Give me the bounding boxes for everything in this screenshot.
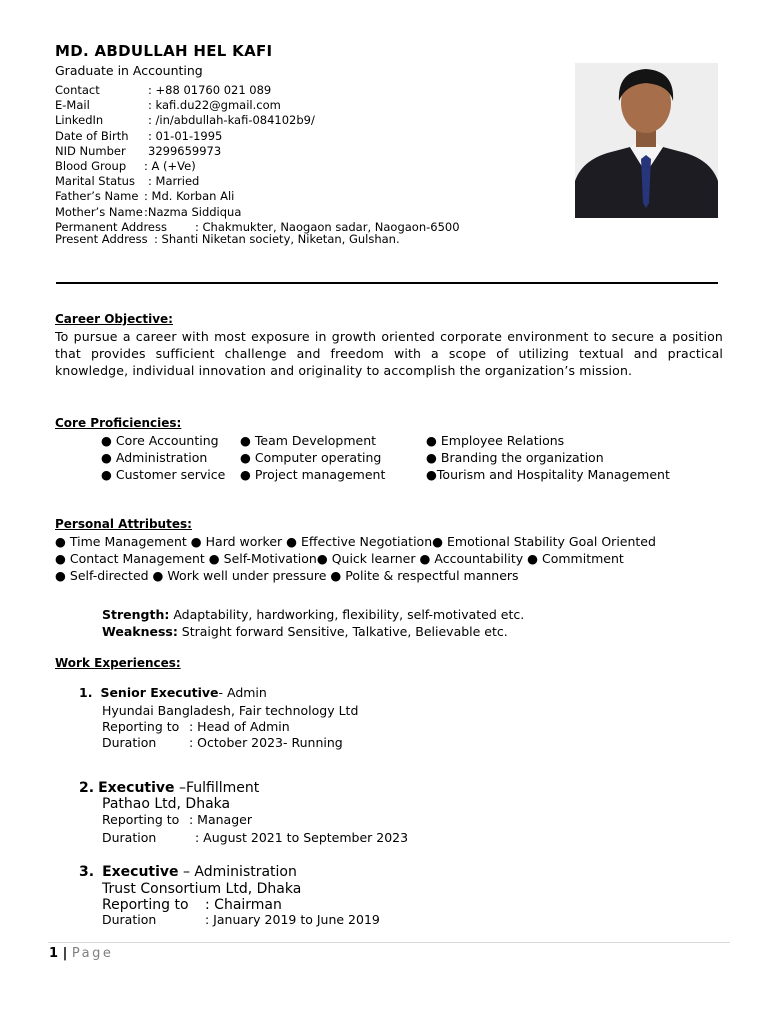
list-item: ● Time Management ● Hard worker ● Effective Negotiation● Emotional Stability Goal Oriented — [55, 534, 656, 549]
info-value: : 01-01-1995 — [148, 128, 223, 143]
job-title: Senior Executive — [100, 685, 219, 700]
strength-text: Adaptability, hardworking, flexibility, self-motivated etc. — [169, 607, 525, 622]
info-label: NID Number — [55, 143, 126, 158]
info-label: Marital Status — [55, 174, 135, 189]
reporting-label: Reporting to — [102, 897, 189, 913]
info-value: : +88 01760 021 089 — [148, 83, 272, 97]
info-label: Present Address — [55, 231, 148, 246]
job-1-title — [79, 685, 267, 700]
job-2-title — [79, 780, 259, 796]
weakness-line — [102, 623, 524, 640]
reporting-label: Reporting to — [102, 812, 180, 827]
candidate-subtitle: Graduate in Accounting — [55, 63, 203, 78]
list-item: ● Computer operating — [240, 450, 382, 465]
candidate-name: MD. ABDULLAH HEL KAFI — [55, 42, 273, 60]
info-row-father — [55, 189, 235, 204]
info-label: Mother’s Name — [55, 204, 143, 219]
info-value: :Nazma Siddiqua — [144, 204, 242, 219]
reporting-value: : Manager — [189, 812, 252, 827]
footer-divider — [48, 942, 730, 943]
info-value: : Married — [148, 174, 200, 189]
profile-photo-illustration — [575, 63, 718, 218]
job-number: 3. — [79, 864, 95, 880]
info-label: E-Mail — [55, 98, 90, 113]
page-label: Page — [71, 946, 114, 961]
job-role: - Admin — [218, 685, 267, 700]
job-role: – Administration — [178, 864, 297, 880]
job-1-reporting — [102, 719, 290, 734]
info-row-email — [55, 98, 281, 113]
profile-photo — [575, 63, 718, 218]
reporting-value: : Head of Admin — [189, 719, 290, 734]
core-column-1 — [101, 432, 225, 483]
list-item: ● Project management — [240, 467, 386, 482]
info-label: LinkedIn — [55, 113, 104, 128]
info-row-nid — [55, 143, 222, 159]
personal-attributes-heading: Personal Attributes: — [55, 517, 192, 531]
info-label: Father’s Name — [55, 189, 139, 204]
info-row-dob — [55, 128, 223, 144]
info-row-linkedin — [55, 113, 315, 128]
job-3-company: Trust Consortium Ltd, Dhaka — [102, 881, 302, 897]
job-number: 2. — [79, 780, 95, 796]
job-title: Executive — [102, 864, 179, 880]
info-value: : /in/abdullah-kafi-084102b9/ — [148, 113, 315, 128]
list-item: ● Team Development — [240, 433, 377, 448]
info-label: Date of Birth — [55, 128, 129, 143]
work-experiences-heading: Work Experiences: — [55, 656, 181, 670]
list-item: ● Customer service — [101, 467, 226, 482]
info-row-blood-group — [55, 158, 196, 174]
job-3-duration — [102, 912, 402, 927]
personal-attributes-list — [55, 533, 656, 584]
info-value: 3299659973 — [148, 143, 222, 158]
duration-value: : August 2021 to September 2023 — [195, 830, 409, 845]
job-1-company: Hyundai Bangladesh, Fair technology Ltd — [102, 703, 359, 718]
core-column-2 — [240, 432, 385, 483]
job-title: Executive — [98, 780, 175, 796]
duration-label: Duration — [102, 735, 157, 750]
list-item: ● Contact Management ● Self-Motivation● Quick learner ● Accountability ● Commitment — [55, 551, 624, 566]
page-number: 1 — [49, 946, 59, 961]
info-value: : Md. Korban Ali — [144, 189, 235, 204]
strength-weakness — [102, 606, 524, 640]
info-value: : kafi.du22@gmail.com — [148, 98, 281, 113]
job-2-reporting — [102, 812, 252, 827]
career-objective-heading: Career Objective: — [55, 312, 173, 326]
info-row-mother — [55, 204, 242, 220]
info-value: : Shanti Niketan society, Niketan, Gulshan. — [154, 231, 400, 246]
duration-label: Duration — [102, 830, 157, 845]
info-value: : Chakmukter, Naogaon sadar, Naogaon-6500 — [195, 219, 460, 234]
info-row-marital-status — [55, 174, 200, 189]
info-label: Blood Group — [55, 158, 127, 173]
list-item: ● Self-directed ● Work well under pressure ● Polite & respectful manners — [55, 568, 519, 583]
strength-line — [102, 606, 524, 623]
header-divider — [56, 282, 718, 284]
info-value: : A (+Ve) — [144, 158, 196, 173]
list-item: ●Tourism and Hospitality Management — [426, 467, 670, 482]
weakness-label: Weakness: — [102, 624, 178, 639]
duration-label: Duration — [102, 912, 157, 927]
list-item: ● Administration — [101, 450, 208, 465]
info-row-contact — [55, 83, 272, 98]
list-item: ● Branding the organization — [426, 450, 604, 465]
job-3-reporting — [102, 897, 282, 913]
footer-separator: | — [58, 946, 72, 961]
personal-info — [55, 83, 460, 247]
reporting-value: : Chairman — [205, 897, 282, 913]
duration-value: : January 2019 to June 2019 — [205, 912, 380, 927]
strength-label: Strength: — [102, 607, 170, 622]
core-proficiencies-heading: Core Proficiencies: — [55, 416, 182, 430]
job-2-duration — [102, 830, 422, 845]
job-number: 1. — [79, 685, 93, 700]
job-3-title — [79, 864, 297, 880]
core-column-3 — [426, 432, 670, 483]
career-objective-text: To pursue a career with most exposure in growth oriented corporate environment to secure a position that provides sufficient challenge and freedom with a scope of utilizing textual and practical knowledge, individual innovation and originality to accomplish the organization’s mission. — [55, 329, 723, 378]
list-item: ● Employee Relations — [426, 433, 565, 448]
list-item: ● Core Accounting — [101, 433, 219, 448]
info-row-present-address — [55, 231, 400, 247]
job-1-duration — [102, 735, 402, 750]
page-footer — [49, 946, 113, 961]
info-label: Contact — [55, 83, 100, 97]
job-role: –Fulfillment — [174, 780, 260, 796]
job-2-company: Pathao Ltd, Dhaka — [102, 796, 231, 812]
weakness-text: Straight forward Sensitive, Talkative, Believable etc. — [177, 624, 508, 639]
duration-value: : October 2023- Running — [189, 735, 343, 750]
reporting-label: Reporting to — [102, 719, 180, 734]
info-label: Permanent Address — [55, 219, 167, 234]
